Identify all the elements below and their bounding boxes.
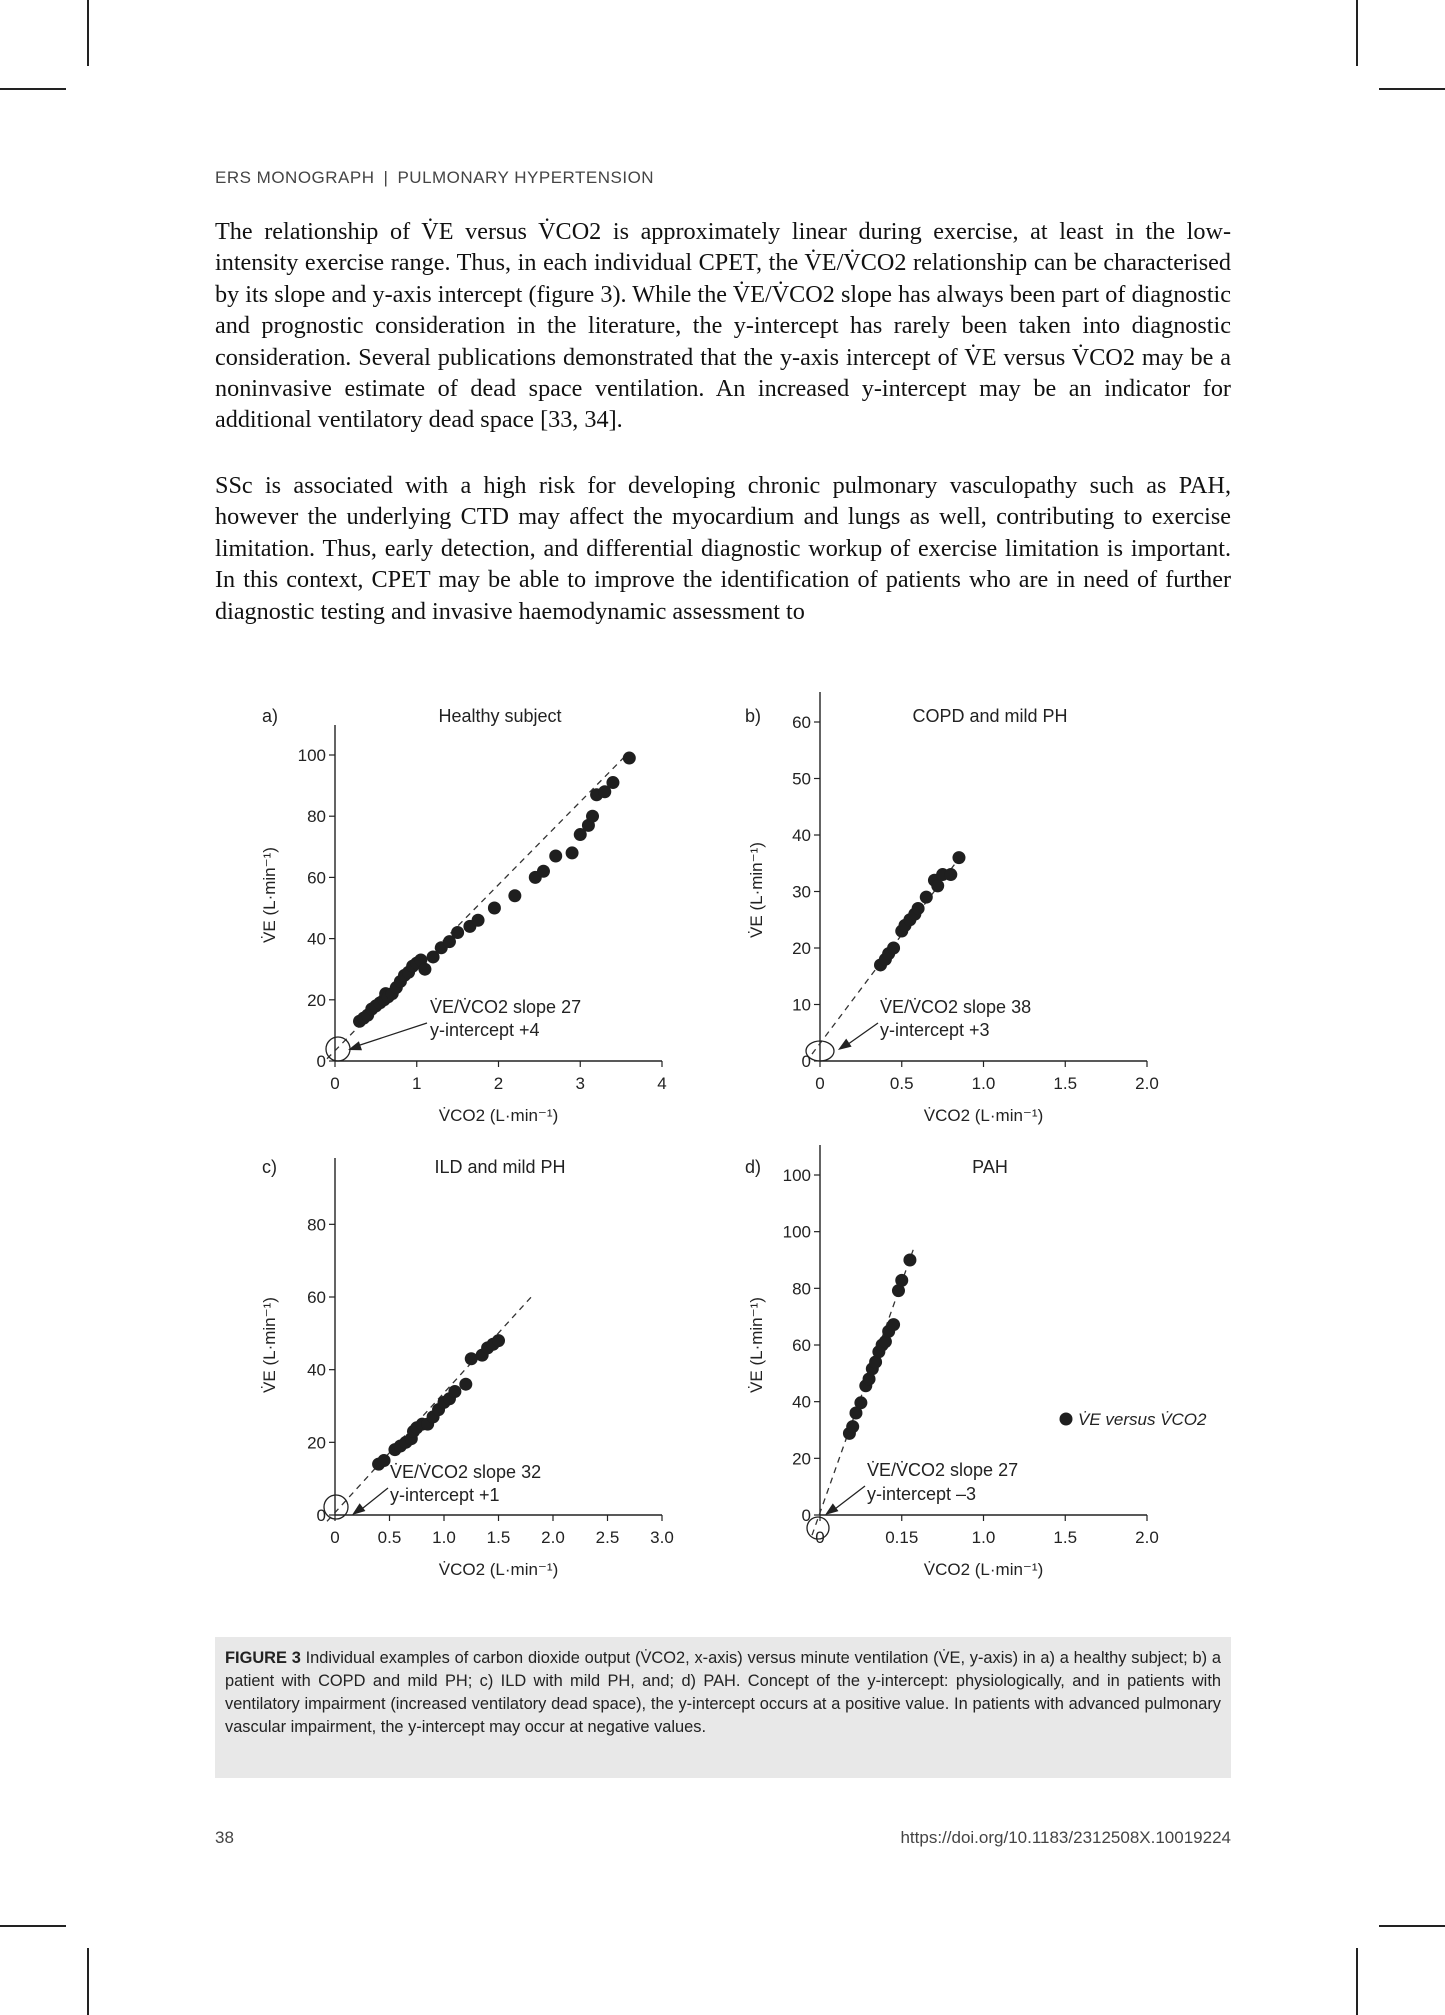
data-point xyxy=(566,846,579,859)
y-tick-label: 0 xyxy=(801,1052,811,1071)
y-tick-label: 80 xyxy=(307,807,326,827)
data-point xyxy=(472,914,485,927)
panel-label: d) xyxy=(745,1157,762,1177)
y-tick-label: 40 xyxy=(307,929,326,949)
y-tick-label: 60 xyxy=(307,868,326,888)
data-point xyxy=(451,926,464,939)
x-tick-label: 1.0 xyxy=(971,1528,996,1547)
y-tick-label: 40 xyxy=(307,1360,326,1380)
x-tick-label: 0 xyxy=(330,1528,340,1547)
legend-marker xyxy=(1060,1413,1073,1426)
data-point xyxy=(378,1454,391,1467)
y-axis-label: V̇E (L·min⁻¹) xyxy=(747,842,766,938)
x-tick-label: 3.0 xyxy=(650,1528,674,1547)
panel-label: c) xyxy=(262,1157,277,1177)
intercept-circle xyxy=(326,1037,350,1061)
x-axis-label: V̇CO2 (L·min⁻¹) xyxy=(923,1560,1044,1579)
y-tick-label: 80 xyxy=(792,1279,811,1299)
intercept-annotation: y-intercept +1 xyxy=(390,1485,500,1505)
x-tick-label: 0.5 xyxy=(377,1528,402,1547)
y-tick-label: 100 xyxy=(782,1166,811,1185)
panel-label: b) xyxy=(745,706,762,726)
legend-label: V̇E versus V̇CO2 xyxy=(1078,1410,1207,1429)
header-divider: | xyxy=(383,168,389,187)
data-point xyxy=(895,1274,908,1287)
y-tick-label: 80 xyxy=(307,1215,326,1235)
y-tick-label: 100 xyxy=(782,1222,811,1242)
x-tick-label: 2.5 xyxy=(595,1528,620,1547)
data-point xyxy=(606,776,619,789)
y-tick-label: 20 xyxy=(307,990,326,1010)
x-tick-label: 2.0 xyxy=(541,1528,565,1547)
data-point xyxy=(418,963,431,976)
data-point xyxy=(952,851,965,864)
y-tick-label: 50 xyxy=(792,769,811,789)
y-axis-label: V̇E (L·min⁻¹) xyxy=(260,1297,279,1393)
y-tick-label: 20 xyxy=(792,939,811,958)
data-point xyxy=(492,1334,505,1347)
slope-annotation: V̇E/V̇CO2 slope 32 xyxy=(390,1462,542,1482)
data-point xyxy=(887,942,900,955)
data-point xyxy=(846,1420,859,1433)
x-tick-label: 4 xyxy=(657,1074,667,1093)
header-topic: PULMONARY HYPERTENSION xyxy=(397,168,655,187)
y-tick-label: 60 xyxy=(792,1336,811,1355)
doi-link[interactable]: https://doi.org/10.1183/2312508X.10019224 xyxy=(900,1828,1231,1847)
slope-annotation: V̇E/V̇CO2 slope 27 xyxy=(867,1460,1019,1480)
annotation-arrow-head xyxy=(352,1503,365,1515)
y-tick-label: 0 xyxy=(316,1506,326,1525)
intercept-annotation: y-intercept +3 xyxy=(880,1020,990,1040)
data-point xyxy=(448,1385,461,1398)
x-tick-label: 0.15 xyxy=(885,1528,919,1547)
data-point xyxy=(537,865,550,878)
data-point xyxy=(931,879,944,892)
body-paragraph: SSc is associated with a high risk for developing chronic pulmonary vasculopathy such as PAH, however the underlying CTD may affect the myocardium and lungs as well, contributing to exercise limitation. Thus, early detection, and differential diagnostic workup of exercise limitation is important. In this context, CPET may be able to improve the identification of patients who are in need of further diagnostic testing and invasive haemodynamic assessment to xyxy=(215,472,1231,625)
y-tick-label: 10 xyxy=(792,995,811,1015)
x-axis-label: V̇CO2 (L·min⁻¹) xyxy=(438,1560,559,1579)
slope-annotation: V̇E/V̇CO2 slope 38 xyxy=(880,997,1032,1017)
y-axis-label: V̇E (L·min⁻¹) xyxy=(747,1297,766,1393)
x-tick-label: 3 xyxy=(575,1074,585,1093)
body-paragraph: The relationship of V̇E versus V̇CO2 is approximately linear during exercise, at least in the low-intensity exercise range. Thus, in each individual CPET, the V̇E/V̇CO2 relationship can be characterised by its slope and y-axis intercept (figure 3). While the V̇E/V̇CO2 slope has always been part of diagnostic and prognostic consideration in the literature, the y-intercept has rarely been taken into diagnostic consideration. Several publications demonstrated that the y-axis intercept of V̇E versus V̇CO2 may be a noninvasive estimate of dead space ventilation. An increased y-intercept may be an indicator for additional ventilatory dead space [33, 34]. xyxy=(215,218,1231,434)
chart-title: ILD and mild PH xyxy=(434,1157,566,1177)
x-tick-label: 1.0 xyxy=(432,1528,456,1547)
y-axis-label: V̇E (L·min⁻¹) xyxy=(260,847,279,943)
x-tick-label: 1 xyxy=(412,1074,422,1093)
data-point xyxy=(903,1254,916,1267)
y-tick-label: 0 xyxy=(316,1052,326,1071)
x-tick-label: 0 xyxy=(815,1528,825,1547)
data-point xyxy=(944,868,957,881)
data-point xyxy=(488,902,501,915)
y-tick-label: 60 xyxy=(792,713,811,732)
y-tick-label: 40 xyxy=(792,826,811,845)
y-tick-label: 100 xyxy=(297,746,326,765)
annotation-arrow-line xyxy=(354,1023,427,1047)
chart-title: PAH xyxy=(972,1157,1008,1177)
data-point xyxy=(549,849,562,862)
y-tick-label: 0 xyxy=(801,1506,811,1525)
y-tick-label: 20 xyxy=(792,1449,811,1469)
x-tick-label: 2.0 xyxy=(1135,1528,1159,1547)
data-point xyxy=(623,752,636,765)
intercept-annotation: y-intercept –3 xyxy=(867,1484,977,1504)
x-tick-label: 1.5 xyxy=(1053,1074,1078,1093)
data-point xyxy=(508,889,521,902)
data-point xyxy=(912,902,925,915)
y-tick-label: 20 xyxy=(307,1433,326,1453)
intercept-annotation: y-intercept +4 xyxy=(430,1020,540,1040)
annotation-arrow-head xyxy=(825,1503,838,1515)
data-point xyxy=(887,1318,900,1331)
page-number: 38 xyxy=(215,1828,234,1847)
x-tick-label: 0 xyxy=(330,1074,340,1093)
data-point xyxy=(920,891,933,904)
caption-label: FIGURE 3 xyxy=(225,1649,301,1667)
y-tick-label: 30 xyxy=(792,882,811,902)
panel-label: a) xyxy=(262,706,279,726)
annotation-arrow-head xyxy=(838,1039,852,1050)
caption-text: Individual examples of carbon dioxide output (V̇CO2, x-axis) versus minute ventilation (V̇E, y-axis) in a) a healthy subject; b) a patient with COPD and mild PH; c) ILD with mild PH, and; d) PAH. Concept of the y-intercept: physiologically, and in patients with ventilatory impairment (increased ventilatory dead space), the y-intercept occurs at a positive value. In patients with advanced pulmonary vascular impairment, the y-intercept may occur at negative values. xyxy=(225,1649,1221,1736)
x-tick-label: 2.0 xyxy=(1135,1074,1159,1093)
x-axis-label: V̇CO2 (L·min⁻¹) xyxy=(923,1106,1044,1125)
chart-title: Healthy subject xyxy=(438,706,562,726)
header-monograph: ERS MONOGRAPH xyxy=(215,168,375,187)
x-tick-label: 1.5 xyxy=(486,1528,511,1547)
y-tick-label: 40 xyxy=(792,1392,811,1412)
slope-annotation: V̇E/V̇CO2 slope 27 xyxy=(430,997,582,1017)
x-tick-label: 1.0 xyxy=(971,1074,996,1093)
x-tick-label: 2 xyxy=(493,1074,504,1093)
x-tick-label: 0.5 xyxy=(889,1074,914,1093)
data-point xyxy=(586,810,599,823)
x-tick-label: 1.5 xyxy=(1053,1528,1078,1547)
chart-title: COPD and mild PH xyxy=(912,706,1068,726)
data-point xyxy=(459,1378,472,1391)
x-tick-label: 0 xyxy=(815,1074,825,1093)
y-tick-label: 60 xyxy=(307,1288,326,1307)
x-axis-label: V̇CO2 (L·min⁻¹) xyxy=(438,1106,559,1125)
figure-caption xyxy=(215,1637,1231,1778)
data-point xyxy=(854,1396,867,1409)
